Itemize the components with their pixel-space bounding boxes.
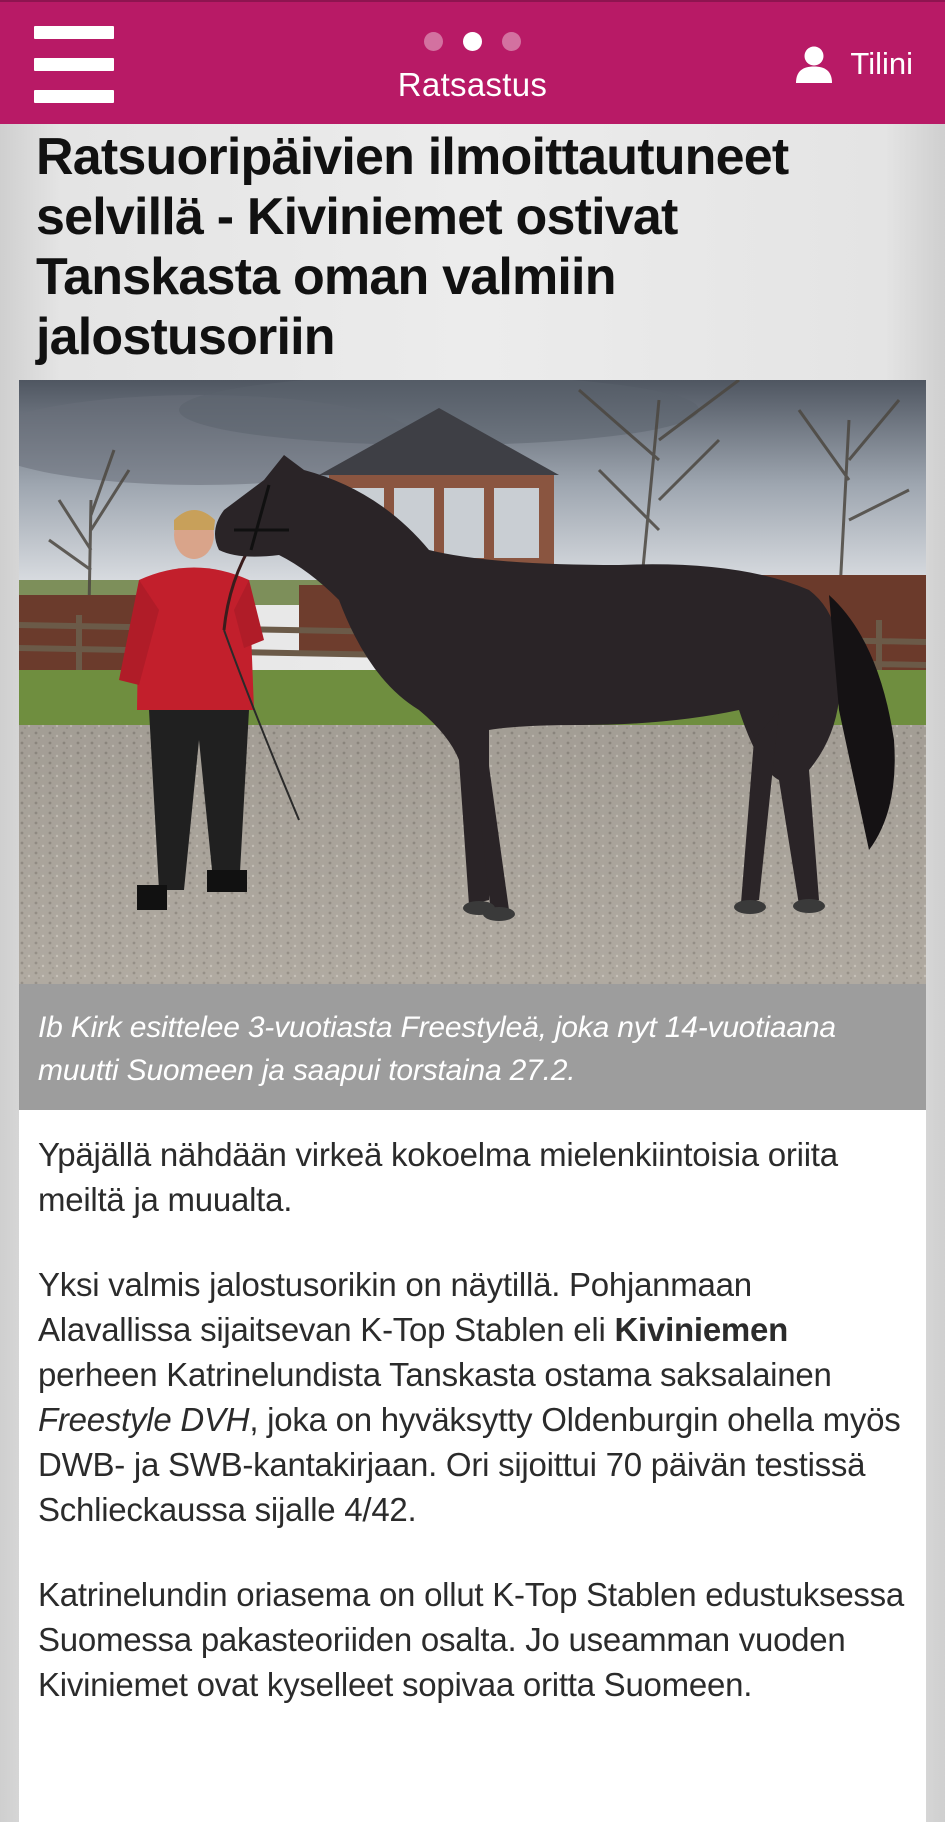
article-paragraph-2 [38,1262,908,1532]
paragraph-2-text-c: , joka on hyväksytty Oldenburgin ohella myös DWB- ja SWB-kantakirjaan. Ori sijoittui 70 päivän testissä Schlieckaussa sijalle 4/42. [38,1401,901,1528]
article-headline: Ratsuoripäivien ilmoittautuneet selvillä - Kiviniemet ostivat Tanskasta oman valmiin jalostusoriin [36,128,789,366]
carousel-dot-1[interactable] [424,32,443,51]
user-icon [795,45,833,83]
account-button[interactable] [795,42,913,86]
carousel-dot-2-active[interactable] [463,32,482,51]
article-paragraph-3: Katrinelundin oriasema on ollut K-Top Stablen edustuksessa Suomessa pakasteoriiden osalta. Jo useamman vuoden Kiviniemet ovat kyselleet sopivaa oritta Suomeen. [38,1576,905,1703]
account-label: Tilini [850,46,913,81]
section-title[interactable]: Ratsastus [397,66,548,103]
top-bar [0,0,945,124]
bold-name-kiviniemen: Kiviniemen [614,1311,789,1348]
article-body [19,1110,926,1822]
paragraph-2-text-a: Yksi valmis jalostusorikin on näytillä. Pohjanmaan Alavallissa sijaitsevan K-Top Stablen eli [38,1266,752,1348]
image-caption-box [19,984,926,1110]
article-paragraph-1: Ypäjällä nähdään virkeä kokoelma mielenkiintoisia oriita meiltä ja muualta. [38,1136,838,1218]
carousel-dot-3[interactable] [502,32,521,51]
article-photo [19,380,926,984]
italic-horse-name: Freestyle DVH [38,1401,250,1438]
image-caption: Ib Kirk esittelee 3-vuotiasta Freestyleä, joka nyt 14-vuotiaana muutti Suomeen ja saapui torstaina 27.2. [38,1011,836,1087]
paragraph-2-text-b: perheen Katrinelundista Tanskasta ostama saksalainen [38,1356,832,1393]
